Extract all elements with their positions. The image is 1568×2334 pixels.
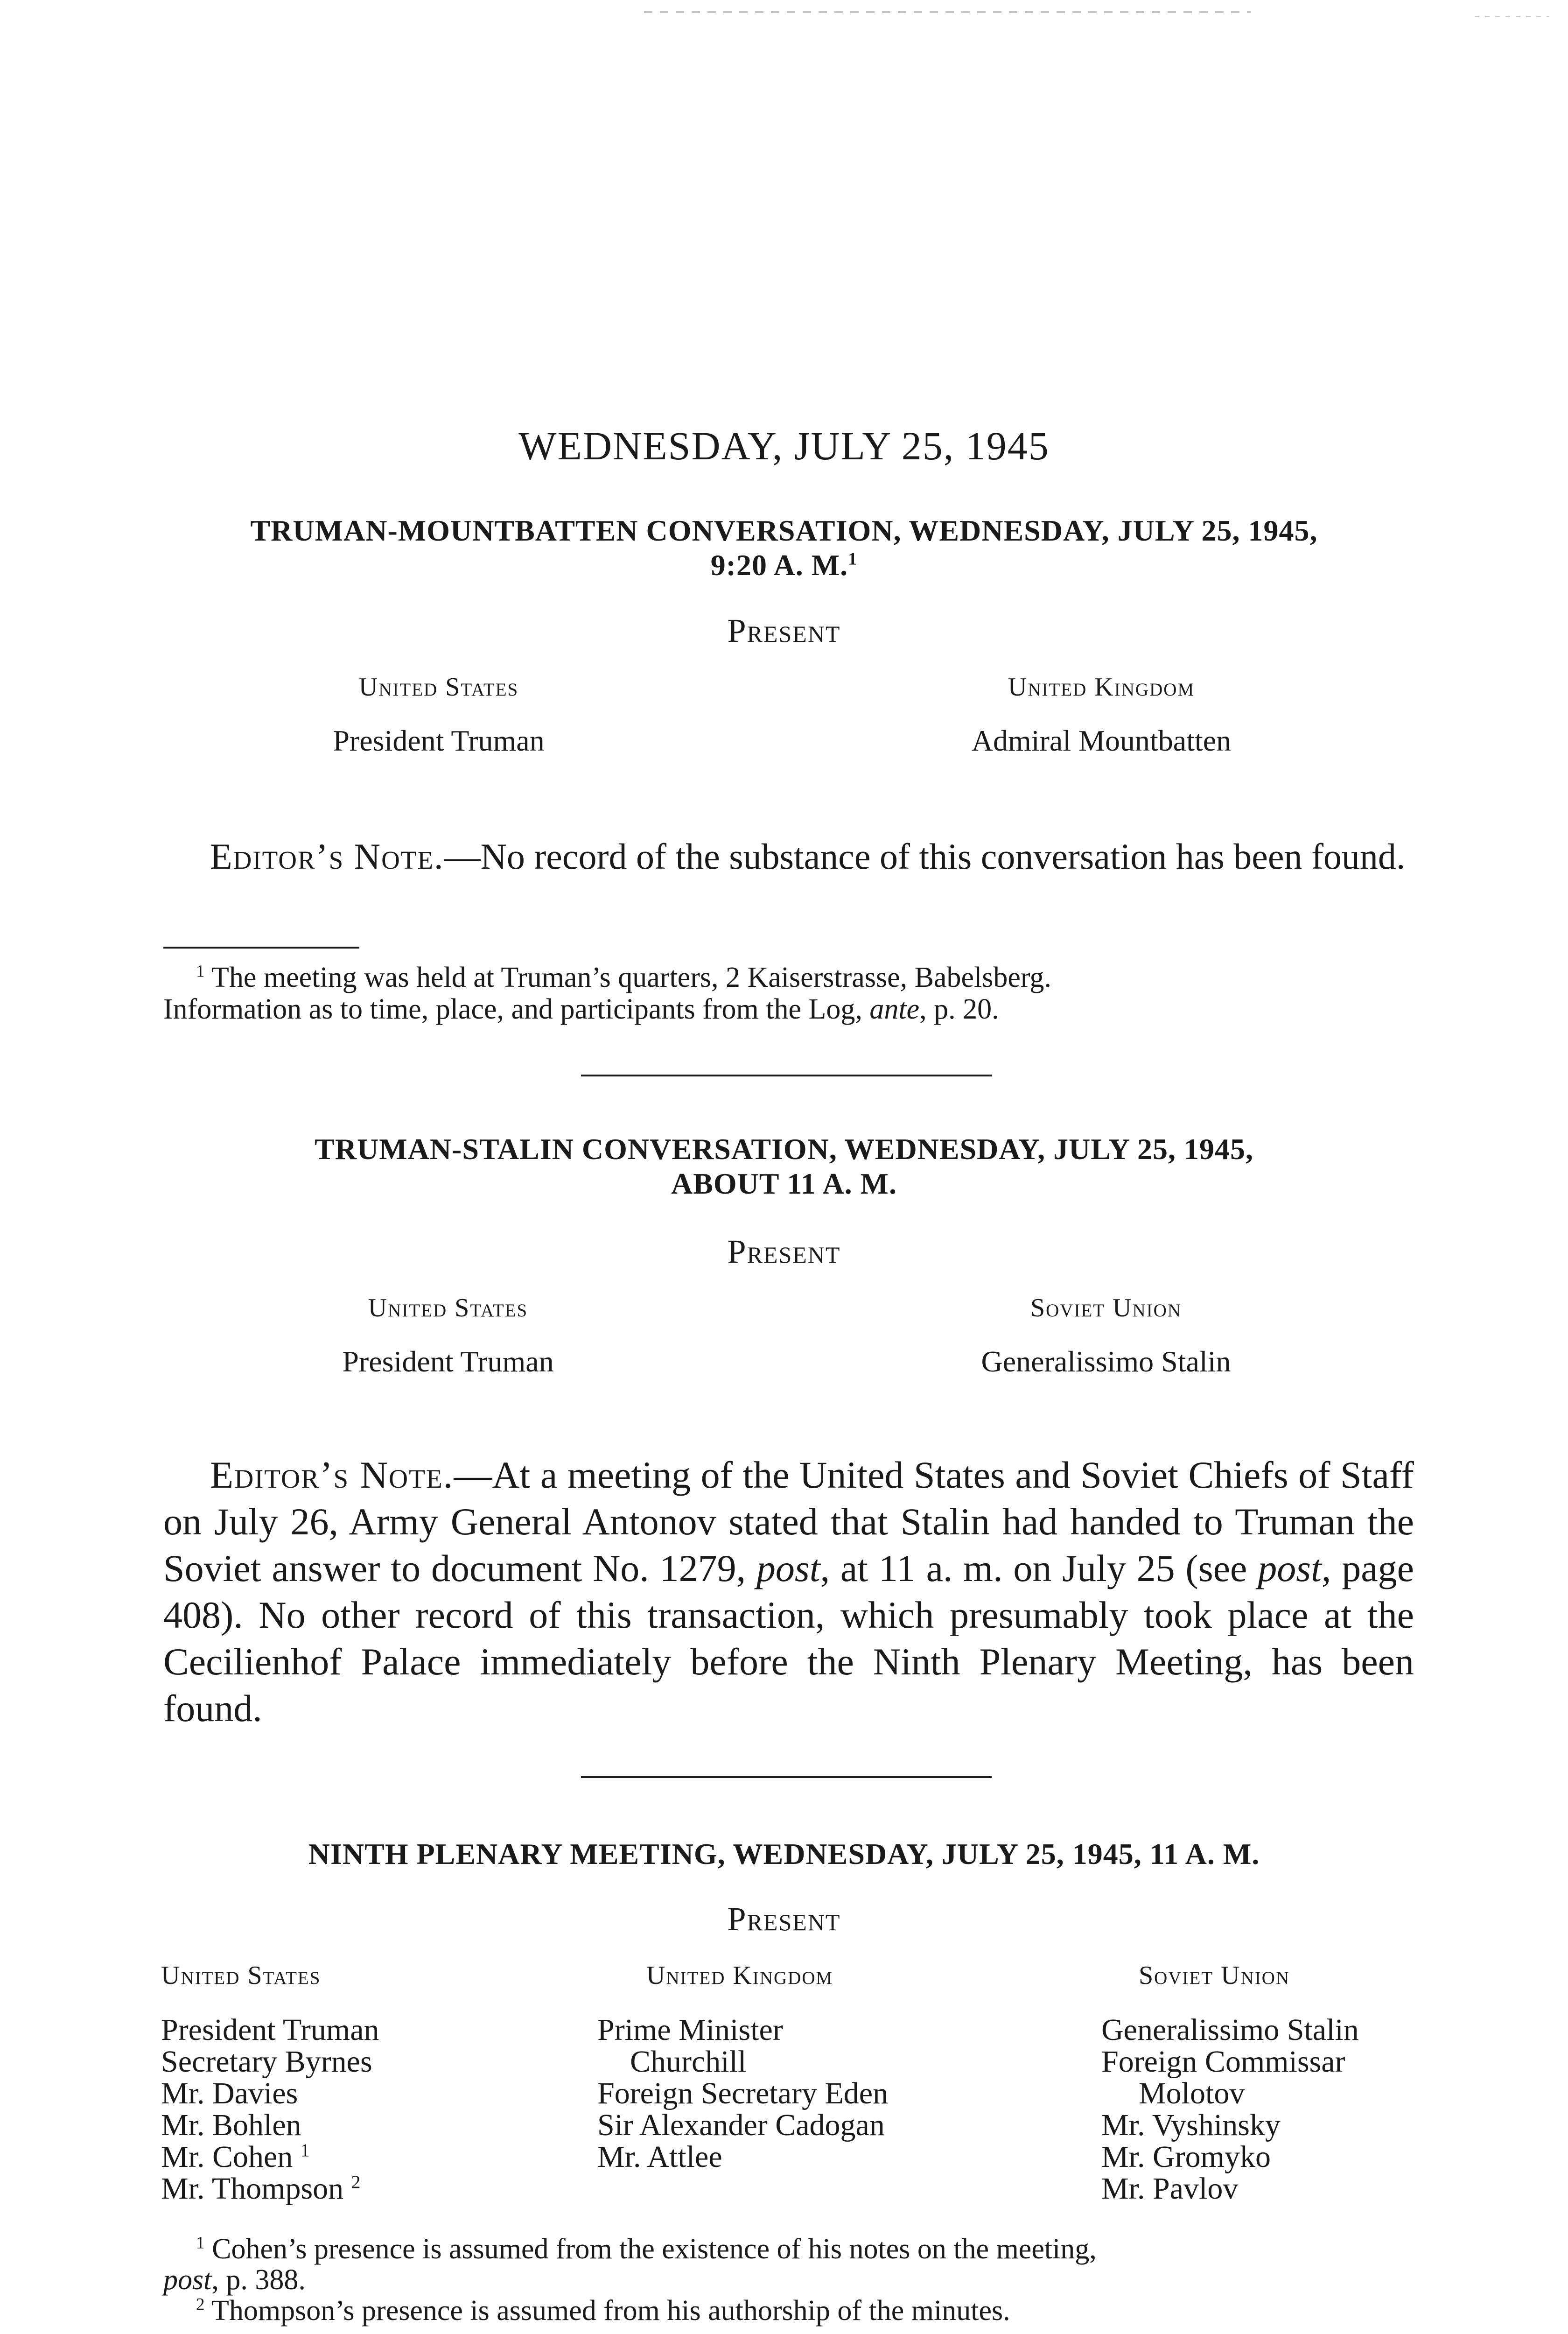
- member: Mr. Pavlov: [1101, 2172, 1239, 2206]
- section1-title: [0, 513, 1568, 583]
- person-truman: President Truman: [342, 1345, 554, 1378]
- footnote-italic: ante: [869, 993, 920, 1025]
- editors-note-2: [163, 1452, 1414, 1732]
- section2-title-line1: TRUMAN-STALIN CONVERSATION, WEDNESDAY, JULY 25, 1945,: [315, 1132, 1253, 1166]
- member: Foreign Secretary Eden: [597, 2076, 889, 2110]
- person-mountbatten: Admiral Mountbatten: [971, 724, 1232, 757]
- uk-members-list: [597, 2014, 888, 2173]
- footnote-1-line: [163, 2234, 1414, 2264]
- member-with-footnote: [161, 2173, 379, 2205]
- member: Mr. Bohlen: [161, 2108, 301, 2142]
- present-label: Present: [727, 1233, 841, 1270]
- member-with-footnote: [161, 2141, 379, 2173]
- note-text: , page 408). No other record of this transaction, which presumably took place at the Cecilienhof Palace immediately before the Ninth Plenary Meeting, has been found.: [163, 1547, 1414, 1729]
- member: Mr. Cohen: [161, 2140, 293, 2174]
- footnote-1: [163, 962, 1414, 1025]
- footnote-text: Information as to time, place, and participants from the Log,: [163, 993, 870, 1025]
- member: Mr. Thompson: [161, 2172, 344, 2206]
- us-members-list: [161, 2014, 379, 2205]
- footnotes-section3: [163, 2234, 1414, 2326]
- section-divider: [581, 1776, 992, 1778]
- footnote-number: 2: [196, 2295, 205, 2314]
- footnote-text: Cohen’s presence is assumed from the existence of his notes on the meeting,: [204, 2233, 1097, 2265]
- note-italic: post: [1258, 1547, 1322, 1589]
- member: Mr. Vyshinsky: [1101, 2108, 1281, 2142]
- present-label: Present: [727, 1900, 841, 1938]
- footnote-ref: 1: [300, 2140, 310, 2160]
- section2-title-line2: ABOUT 11 A. M.: [671, 1167, 897, 1200]
- member: Mr. Attlee: [597, 2140, 722, 2174]
- note-italic: post: [756, 1547, 820, 1589]
- footnote-text: , p. 20.: [919, 993, 999, 1025]
- section3-title: NINTH PLENARY MEETING, WEDNESDAY, JULY 25, 1945, 11 A. M.: [308, 1837, 1260, 1870]
- member: Mr. Gromyko: [1101, 2140, 1271, 2174]
- country-su: Soviet Union: [1030, 1294, 1182, 1322]
- person-truman: President Truman: [333, 724, 545, 757]
- country-uk: United Kingdom: [1008, 673, 1195, 702]
- footnote-ref: 1: [848, 549, 858, 569]
- footnote-italic: post: [163, 2264, 212, 2296]
- footnote-2-line: [163, 2295, 1414, 2326]
- country-us: United States: [368, 1294, 528, 1322]
- country-uk: United Kingdom: [646, 1961, 833, 1990]
- country-us: United States: [161, 1961, 321, 1990]
- note-text: —At a meeting of the United States and Soviet Chiefs of Staff on July 26, Army General Antonov stated that Stalin had handed to Truman the Soviet answer to document No. 1279,: [163, 1454, 1414, 1589]
- section1-title-line1: TRUMAN-MOUNTBATTEN CONVERSATION, WEDNESDAY, JULY 25, 1945,: [250, 514, 1318, 547]
- member: Foreign Commissar: [1101, 2045, 1345, 2079]
- footnote-1-cont: [163, 2264, 1414, 2295]
- country-su: Soviet Union: [1139, 1961, 1290, 1990]
- note-text: —No record of the substance of this conversation has been found.: [444, 836, 1406, 877]
- footnote-ref: 2: [351, 2172, 361, 2192]
- su-members-list: [1101, 2014, 1359, 2205]
- note-label: Editor’s Note.: [210, 1454, 454, 1496]
- scan-artifact: [1475, 16, 1549, 17]
- person-stalin: Generalissimo Stalin: [981, 1345, 1231, 1378]
- scan-artifact: [644, 11, 1251, 13]
- member: Molotov: [1139, 2076, 1245, 2110]
- editors-note-1: [163, 833, 1414, 880]
- footnote-text: The meeting was held at Truman’s quarters, 2 Kaiserstrasse, Babelsberg.: [204, 962, 1051, 993]
- section1-time: 9:20 A. M.: [710, 548, 848, 582]
- member: Prime Minister: [597, 2013, 783, 2047]
- member: President Truman: [161, 2013, 379, 2047]
- member: Secretary Byrnes: [161, 2045, 372, 2079]
- note-label: Editor’s Note.: [210, 836, 444, 877]
- note-text: , at 11 a. m. on July 25 (see: [820, 1547, 1258, 1589]
- member: Churchill: [630, 2045, 747, 2079]
- footnote-text: Thompson’s presence is assumed from his authorship of the minutes.: [204, 2295, 1010, 2327]
- present-label: Present: [727, 612, 841, 649]
- footnote-text: , p. 388.: [211, 2264, 306, 2296]
- footnote-number: 1: [196, 2233, 205, 2253]
- footnote-number: 1: [196, 962, 205, 981]
- member: Sir Alexander Cadogan: [597, 2108, 885, 2142]
- section-divider: [581, 1075, 992, 1076]
- section1-title-line2: [0, 548, 1568, 583]
- date-heading: WEDNESDAY, JULY 25, 1945: [518, 423, 1050, 468]
- country-us: United States: [358, 673, 519, 702]
- section2-title: [0, 1132, 1568, 1201]
- member: Mr. Davies: [161, 2076, 298, 2110]
- member: Generalissimo Stalin: [1101, 2013, 1359, 2047]
- footnote-rule: [163, 947, 359, 949]
